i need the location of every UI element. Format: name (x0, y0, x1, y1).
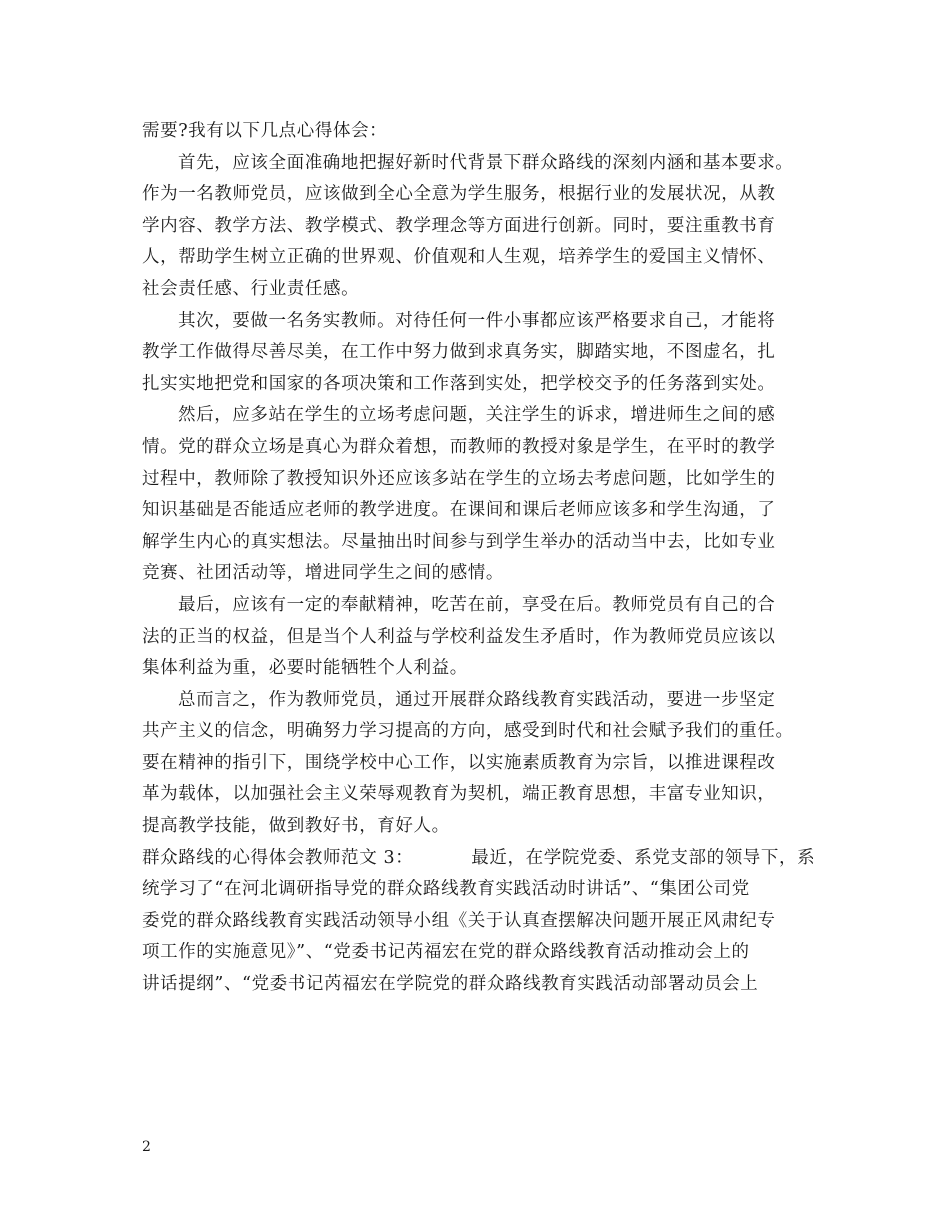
paragraph-first-line: 总而言之，作为教师党员，通过开展群众路线教育实践活动，要进一步坚定 (178, 689, 776, 710)
text-line: 提高教学技能，做到教好书，育好人。 (142, 816, 450, 837)
paragraph-first-line: 最后，应该有一定的奉献精神，吃苦在前，享受在后。教师党员有自己的合 (178, 594, 776, 615)
text-line: 项工作的实施意见》”、“党委书记芮福宏在党的群众路线教育活动推动会上的 (142, 942, 750, 963)
paragraph-first-line: 然后，应多站在学生的立场考虑问题，关注学生的诉求，增进师生之间的感 (178, 405, 776, 426)
text-line: 共产主义的信念，明确努力学习提高的方向，感受到时代和社会赋予我们的重任。 (142, 721, 794, 742)
text-line: 解学生内心的真实想法。尽量抽出时间参与到学生举办的活动当中去，比如专业 (142, 531, 776, 552)
section-heading: 群众路线的心得体会教师范文 3： (142, 847, 414, 868)
text-line: 法的正当的权益，但是当个人利益与学校利益发生矛盾时，作为教师党员应该以 (142, 626, 776, 647)
page-number: 2 (142, 1139, 151, 1155)
text-line: 要在精神的指引下，围绕学校中心工作，以实施素质教育为宗旨，以推进课程改 (142, 752, 776, 773)
text-line: 过程中，教师除了教授知识外还应该多站在学生的立场去考虑问题，比如学生的 (142, 468, 776, 489)
document-body (142, 116, 816, 1001)
text-line: 情。党的群众立场是真心为群众着想，而教师的教授对象是学生，在平时的教学 (142, 436, 776, 457)
text-line: 委党的群众路线教育实践活动领导小组《关于认真查摆解决问题开展正风肃纪专 (142, 910, 776, 931)
text-line: 革为载体，以加强社会主义荣辱观教育为契机，端正教育思想，丰富专业知识， (142, 784, 776, 805)
section-heading-continuation: 最近，在学院党委、系党支部的领导下，系 (471, 847, 816, 868)
text-line: 需要?我有以下几点心得体会： (142, 121, 388, 141)
text-line: 学内容、教学方法、教学模式、教学理念等方面进行创新。同时，要注重教书育 (142, 215, 776, 236)
text-line: 讲话提纲”、“党委书记芮福宏在学院党的群众路线教育实践活动部署动员会上 (142, 974, 759, 995)
text-line: 教学工作做得尽善尽美，在工作中努力做到求真务实，脚踏实地，不图虚名，扎 (142, 342, 776, 363)
text-line: 人，帮助学生树立正确的世界观、价值观和人生观，培养学生的爱国主义情怀、 (142, 247, 776, 268)
text-line: 竞赛、社团活动等，增进同学生之间的感情。 (142, 563, 504, 584)
text-line: 社会责任感、行业责任感。 (142, 278, 360, 299)
text-line: 统学习了“在河北调研指导党的群众路线教育实践活动时讲话”、“集团公司党 (142, 879, 750, 900)
text-line: 扎实实地把党和国家的各项决策和工作落到实处，把学校交予的任务落到实处。 (142, 373, 776, 394)
text-line: 作为一名教师党员，应该做到全心全意为学生服务，根据行业的发展状况，从教 (142, 184, 776, 205)
text-line: 集体利益为重，必要时能牺牲个人利益。 (142, 658, 468, 679)
text-line: 知识基础是否能适应老师的教学进度。在课间和课后老师应该多和学生沟通，了 (142, 500, 776, 521)
section-heading-line (142, 843, 816, 875)
paragraph-first-line: 其次，要做一名务实教师。对待任何一件小事都应该严格要求自己，才能将 (178, 310, 776, 331)
paragraph-first-line: 首先，应该全面准确地把握好新时代背景下群众路线的深刻内涵和基本要求。 (178, 152, 794, 173)
